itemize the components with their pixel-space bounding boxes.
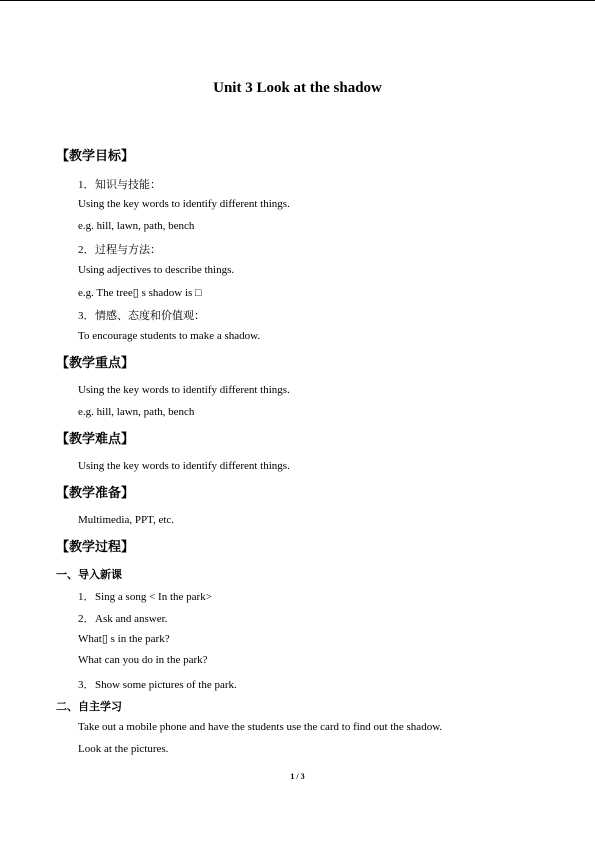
- process-2-line-1: Take out a mobile phone and have the students use the card to find out the shadow.: [78, 721, 443, 733]
- objective-item-2: [78, 241, 161, 257]
- item-text: Show some pictures of the park.: [95, 679, 237, 691]
- item-number: 1．: [78, 179, 95, 191]
- item-number: 3．: [78, 310, 95, 322]
- process-part-1-heading: 一、导入新课: [56, 568, 122, 581]
- item-number: 3．: [78, 679, 95, 691]
- item-label: 过程与方法：: [95, 244, 161, 256]
- item-label: 知识与技能：: [95, 179, 161, 191]
- item-text: Ask and answer.: [95, 613, 168, 625]
- process-1-item-2: [78, 610, 167, 626]
- process-part-2-heading: 二、自主学习: [56, 700, 122, 713]
- process-1-question-2: What can you do in the park?: [78, 654, 208, 666]
- heading-objectives: 【教学目标】: [56, 149, 135, 164]
- heading-process: 【教学过程】: [56, 540, 135, 555]
- objective-2-line-2: e.g. The tree▯ s shadow is □: [78, 287, 202, 299]
- heading-key-points: 【教学重点】: [56, 356, 135, 371]
- process-1-item-3: [78, 676, 237, 692]
- objective-2-line-1: Using adjectives to describe things.: [78, 264, 235, 276]
- item-number: 2．: [78, 244, 95, 256]
- difficulties-line-1: Using the key words to identify different things.: [78, 460, 290, 472]
- top-border: [0, 0, 595, 1]
- key-points-line-1: Using the key words to identify different things.: [78, 384, 290, 396]
- document-title: Unit 3 Look at the shadow: [213, 80, 382, 96]
- heading-preparation: 【教学准备】: [56, 486, 135, 501]
- objective-item-1: [78, 176, 161, 192]
- preparation-line-1: Multimedia, PPT, etc.: [78, 514, 175, 526]
- item-number: 1．: [78, 591, 95, 603]
- objective-item-3: [78, 307, 205, 323]
- process-2-line-2: Look at the pictures.: [78, 743, 169, 755]
- page-number: 1 / 3: [290, 772, 305, 781]
- process-1-question-1: What▯ s in the park?: [78, 633, 170, 645]
- process-1-item-1: [78, 588, 212, 604]
- item-label: 情感、态度和价值观：: [95, 310, 205, 322]
- objective-3-line-1: To encourage students to make a shadow.: [78, 330, 261, 342]
- objective-1-line-1: Using the key words to identify different things.: [78, 198, 290, 210]
- objective-1-line-2: e.g. hill, lawn, path, bench: [78, 220, 195, 232]
- key-points-line-2: e.g. hill, lawn, path, bench: [78, 406, 195, 418]
- heading-difficulties: 【教学难点】: [56, 432, 135, 447]
- item-text: Sing a song < In the park>: [95, 591, 212, 603]
- item-number: 2．: [78, 613, 95, 625]
